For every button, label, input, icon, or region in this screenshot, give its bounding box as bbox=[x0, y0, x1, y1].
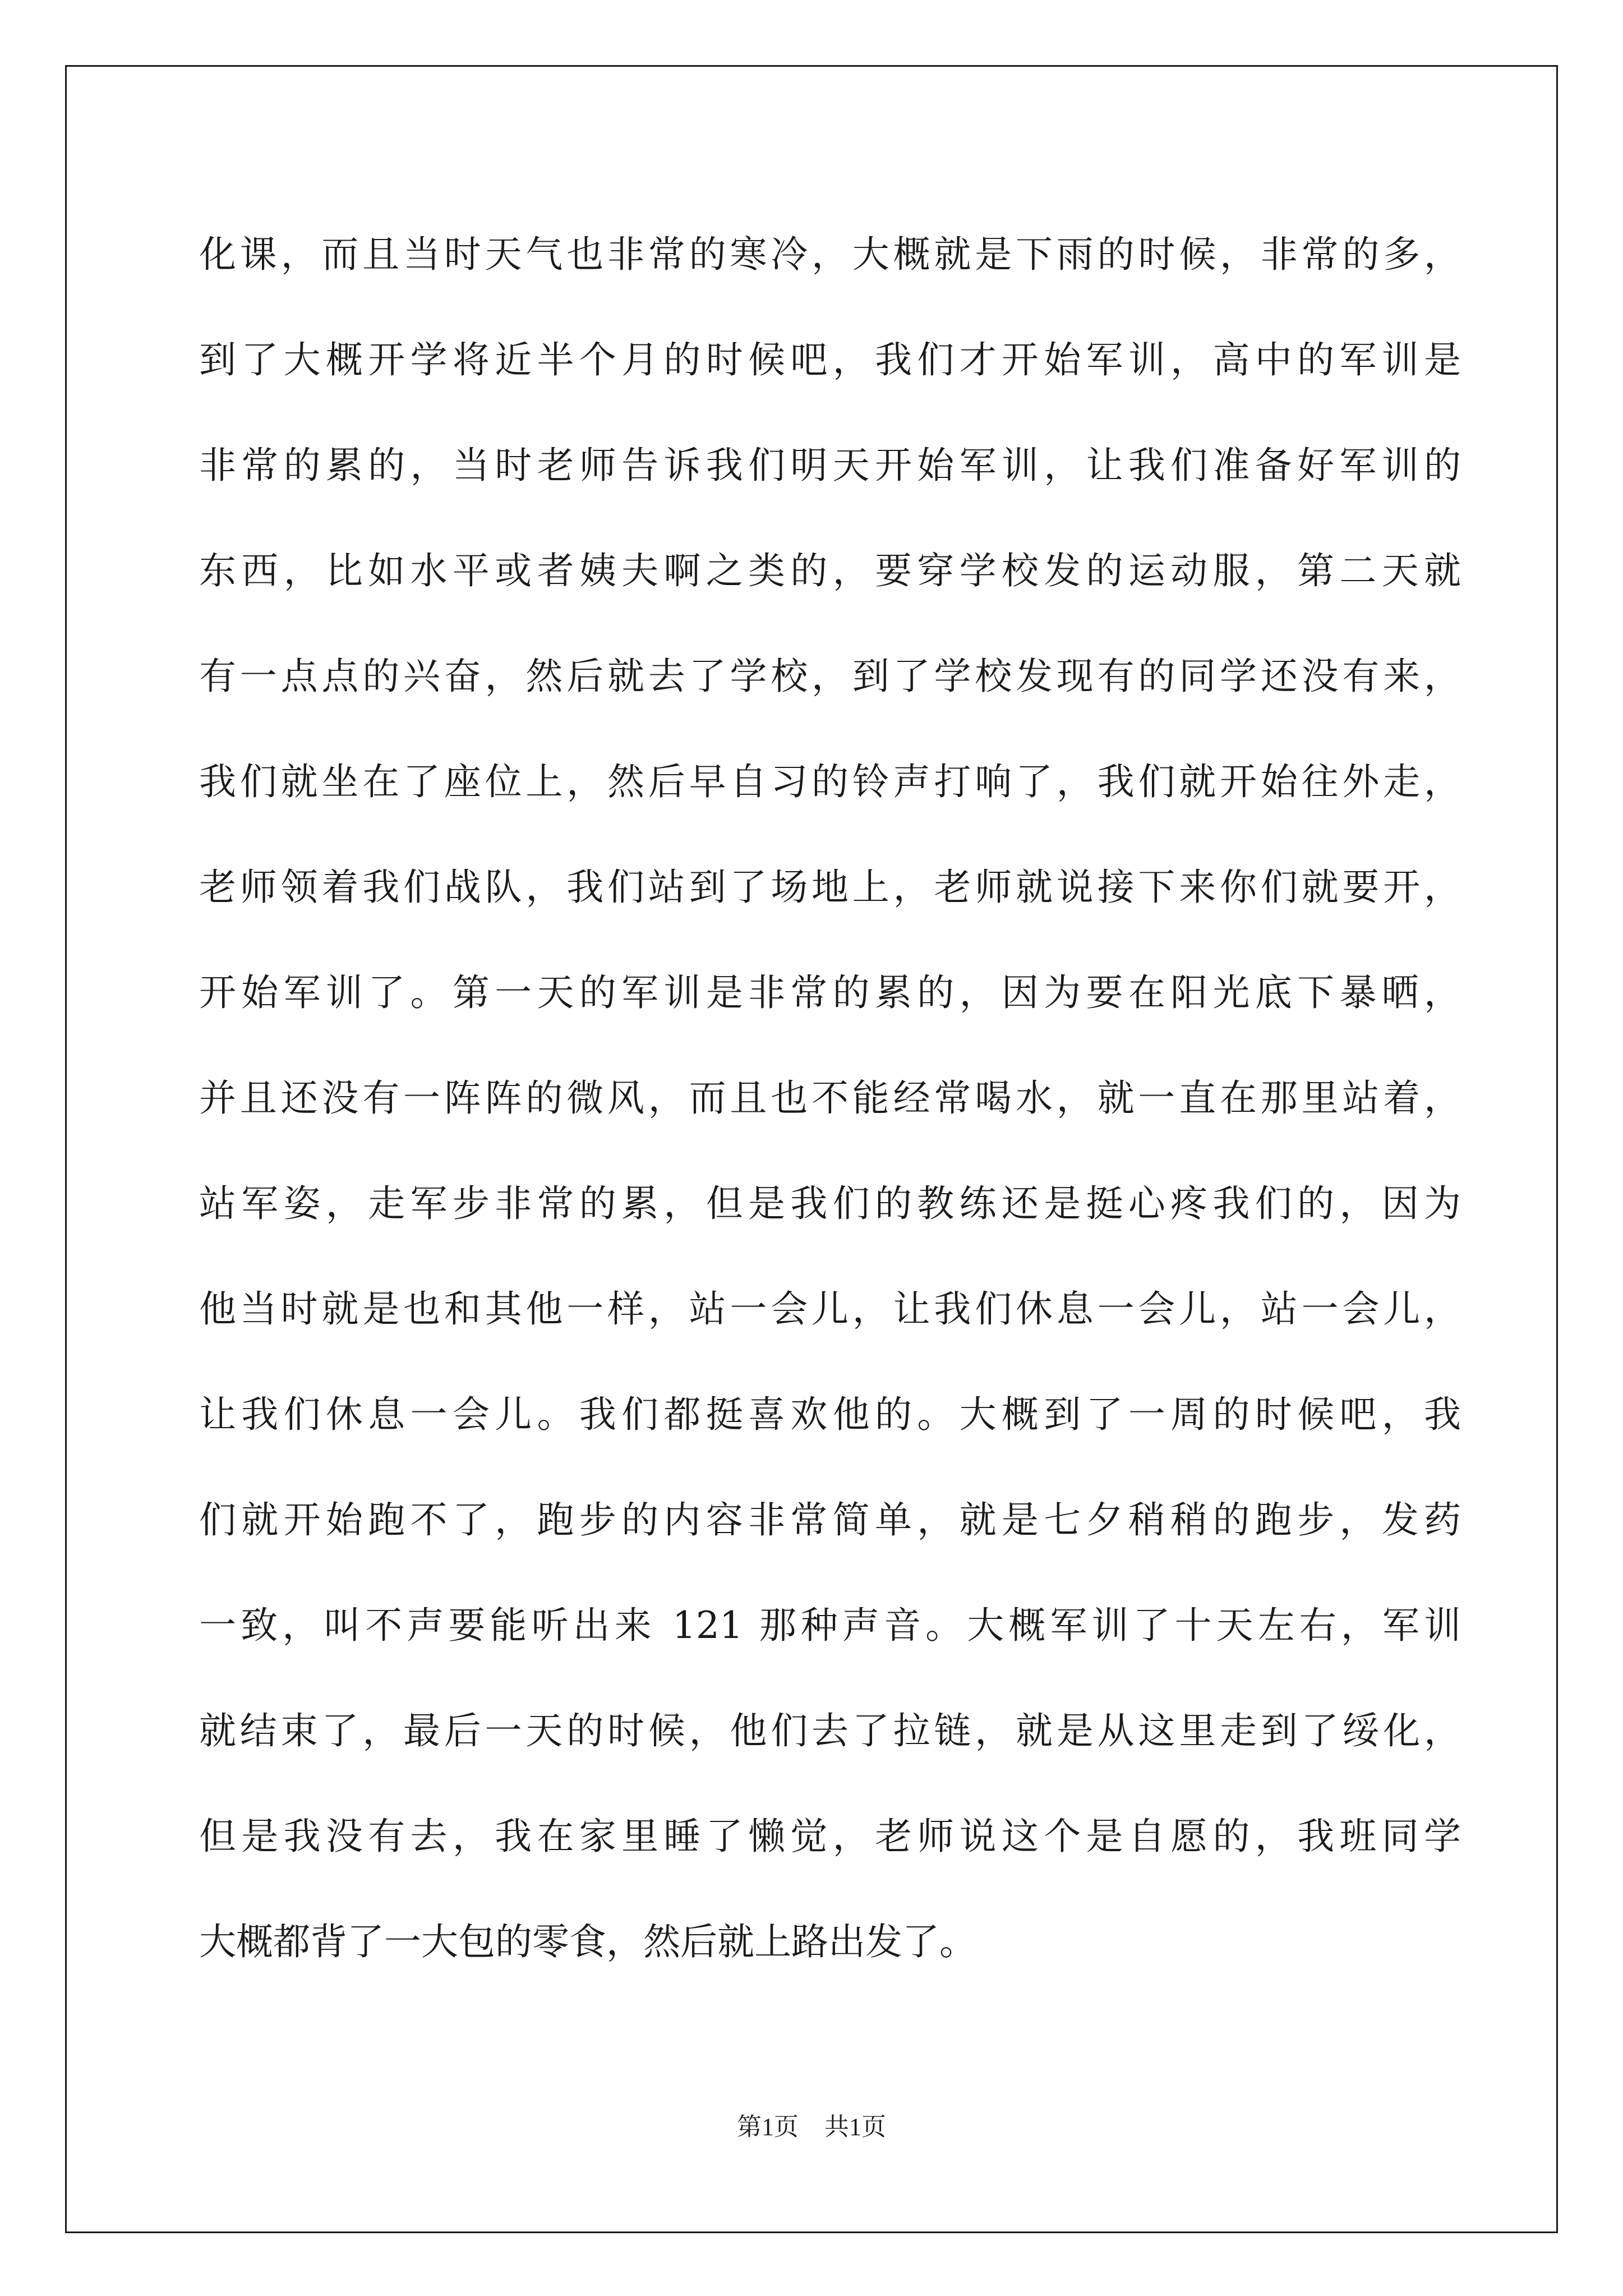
page-count: 共1页 bbox=[824, 2113, 886, 2141]
text-line: 一致，叫不声要能听出来 121 那种声音。大概军训了十天左右，军训 bbox=[199, 1604, 1461, 1647]
text-line: 但是我没有去，我在家里睡了懒觉，老师说这个是自愿的，我班同学 bbox=[199, 1815, 1461, 1858]
text-line: 非常的累的，当时老师告诉我们明天开始军训，让我们准备好军训的 bbox=[199, 444, 1461, 487]
text-line: 化课，而且当时天气也非常的寒冷，大概就是下雨的时候，非常的多， bbox=[199, 233, 1461, 276]
text-line: 到了大概开学将近半个月的时候吧，我们才开始军训，高中的军训是 bbox=[199, 338, 1461, 381]
page-footer bbox=[0, 2106, 1623, 2142]
text-line: 我们就坐在了座位上，然后早自习的铃声打响了，我们就开始往外走， bbox=[199, 760, 1461, 803]
text-line: 他当时就是也和其他一样，站一会儿，让我们休息一会儿，站一会儿， bbox=[199, 1287, 1461, 1331]
text-line: 开始军训了。第一天的军训是非常的累的，因为要在阳光底下暴晒， bbox=[199, 971, 1461, 1014]
text-line: 们就开始跑不了，跑步的内容非常简单，就是七夕稍稍的跑步，发药 bbox=[199, 1498, 1461, 1542]
text-line: 并且还没有一阵阵的微风，而且也不能经常喝水，就一直在那里站着， bbox=[199, 1076, 1461, 1120]
page-number: 第1页 bbox=[737, 2113, 799, 2141]
text-line: 大概都背了一大包的零食，然后就上路出发了。 bbox=[199, 1920, 976, 1963]
text-line: 让我们休息一会儿。我们都挺喜欢他的。大概到了一周的时候吧，我 bbox=[199, 1393, 1461, 1436]
text-line: 有一点点的兴奋，然后就去了学校，到了学校发现有的同学还没有来， bbox=[199, 655, 1461, 698]
document-body bbox=[199, 202, 1461, 1995]
text-line: 东西，比如水平或者姨夫啊之类的，要穿学校发的运动服，第二天就 bbox=[199, 549, 1461, 592]
text-line: 站军姿，走军步非常的累，但是我们的教练还是挺心疼我们的，因为 bbox=[199, 1182, 1461, 1225]
text-line: 就结束了，最后一天的时候，他们去了拉链，就是从这里走到了绥化， bbox=[199, 1709, 1461, 1752]
text-line: 老师领着我们战队，我们站到了场地上，老师就说接下来你们就要开， bbox=[199, 866, 1461, 909]
